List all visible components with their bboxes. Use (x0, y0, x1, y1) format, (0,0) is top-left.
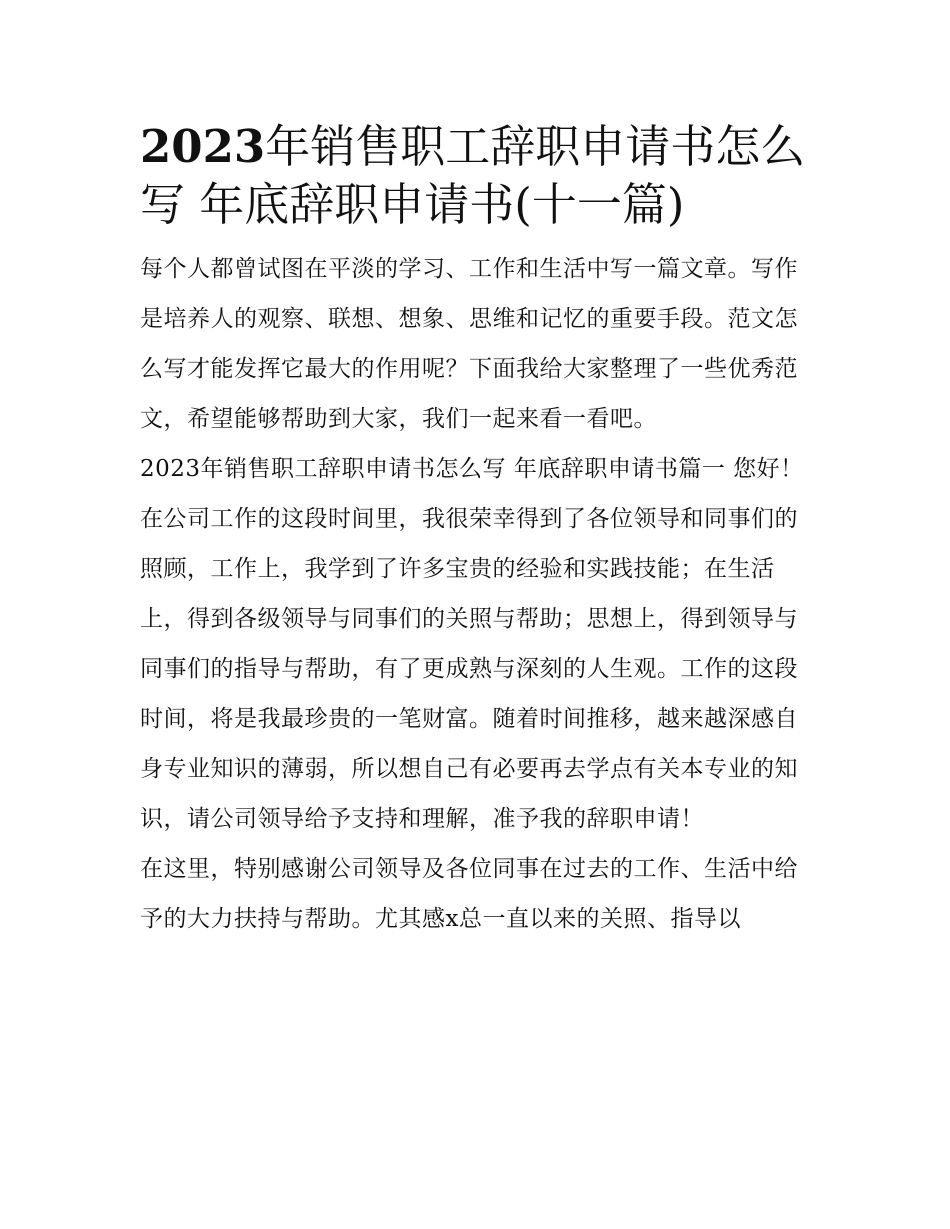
title-text: 年销售职工辞职申请书怎么写 年底辞职申请书(十一篇) (140, 120, 806, 231)
title-year: 2023 (140, 120, 266, 173)
document-title (140, 118, 812, 234)
section-heading-paragraph: 2023年销售职工辞职申请书怎么写 年底辞职申请书篇一 您好！ (140, 456, 804, 482)
intro-paragraph: 每个人都曾试图在平淡的学习、工作和生活中写一篇文章。写作是培养人的观察、联想、想象、思维和记忆的重要手段。范文怎么写才能发挥它最大的作用呢？下面我给大家整理了一些优秀范文，希望能够帮助到大家，我们一起来看一看吧。 (140, 256, 798, 432)
document-body (140, 118, 812, 944)
body-paragraph-2: 在这里，特别感谢公司领导及各位同事在过去的工作、生活中给予的大力扶持与帮助。尤其感x总一直以来的关照、指导以 (140, 856, 798, 932)
body-paragraph-1: 在公司工作的这段时间里，我很荣幸得到了各位领导和同事们的照顾，工作上，我学到了许多宝贵的经验和实践技能；在生活上，得到各级领导与同事们的关照与帮助；思想上，得到领导与同事们的指导与帮助，有了更成熟与深刻的人生观。工作的这段时间，将是我最珍贵的一笔财富。随着时间推移，越来越深感自身专业知识的薄弱，所以想自己有必要再去学点有关本专业的知识，请公司领导给予支持和理解，准予我的辞职申请！ (140, 506, 798, 832)
